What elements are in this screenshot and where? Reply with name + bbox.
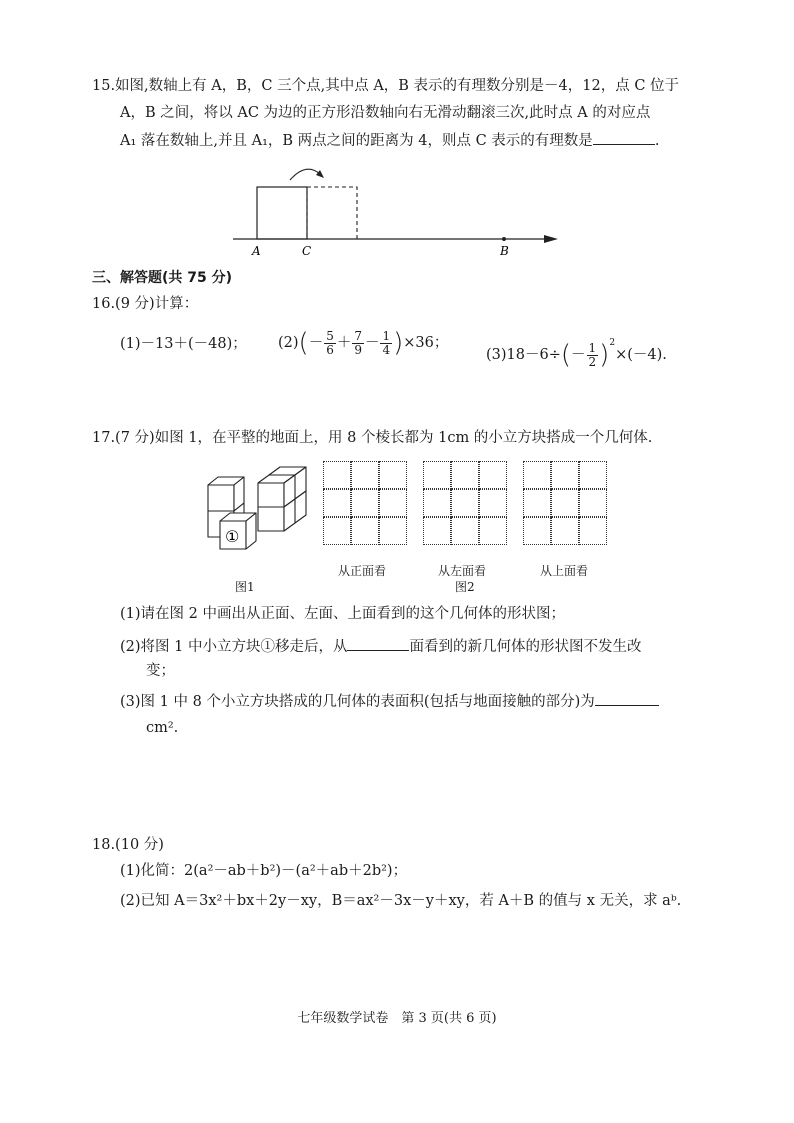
q17-p2-cont: 变； — [146, 663, 175, 679]
q18-p2: (2)已知 A＝3x²＋bx＋2y－xy，B＝ax²－3x－y＋xy，若 A＋B 的值与 x 无关，求 aᵇ. — [120, 893, 682, 909]
q18-title: 18.(10 分) — [92, 837, 164, 853]
fraction-1-4: $\frac{1}{4}$ — [382, 328, 391, 357]
q16-p2: (2)(－ $\frac{5}{6}$ ＋ $\frac{7}{9}$ － $\frac{1}{4}$ )×36； — [278, 328, 449, 358]
grid-cell — [479, 461, 507, 489]
fig2-caption: 图2 — [455, 580, 475, 594]
grid-cell — [323, 489, 351, 517]
grid-cell — [379, 489, 407, 517]
exponent: 2 — [609, 338, 616, 348]
q16-p2-suffix: ×36； — [403, 335, 449, 351]
left-caption: 从左面看 — [438, 564, 487, 578]
grid-cell — [451, 489, 479, 517]
q17-p2-b: 面看到的新几何体的形状图不发生改 — [409, 639, 642, 655]
q16-p3-suffix: ×(－4). — [615, 347, 667, 363]
grid-cell — [323, 461, 351, 489]
label-c: C — [302, 244, 312, 258]
q16-p3: (3)18－6÷(－ $\frac{1}{2}$ )$^2$×(－4). — [486, 338, 667, 370]
square-ac — [257, 187, 307, 239]
fig1-caption: 图1 — [235, 580, 255, 594]
label-a: A — [252, 244, 261, 258]
top-caption: 从上面看 — [540, 564, 589, 578]
roll-arrow — [290, 169, 320, 180]
grid-cell — [523, 489, 551, 517]
q16-p1: (1)－13＋(－48)； — [120, 336, 247, 352]
q15-line3 — [120, 130, 659, 151]
grid-cell — [351, 489, 379, 517]
q16-p3-prefix: (3)18－6÷ — [486, 347, 561, 363]
q17-p1: (1)请在图 2 中画出从正面、左面、上面看到的这个几何体的形状图； — [120, 606, 565, 622]
fraction-5-6: $\frac{5}{6}$ — [326, 328, 334, 357]
grid-front-view — [323, 461, 407, 545]
axis-arrow-icon — [544, 235, 558, 243]
roll-arrow-head-icon — [316, 170, 324, 178]
grid-cell — [323, 517, 351, 545]
q17-p3-blank — [595, 691, 659, 706]
fraction-7-9: $\frac{7}{9}$ — [354, 328, 362, 357]
q16-p2-prefix: (2) — [278, 335, 299, 351]
grid-top-view — [523, 461, 607, 545]
grid-cell — [423, 461, 451, 489]
q17-p3 — [120, 691, 659, 712]
q16-title: 16.(9 分)计算： — [92, 296, 199, 312]
grid-cell — [479, 489, 507, 517]
q15-line2: A，B 之间，将以 AC 为边的正方形沿数轴向右无滑动翻滚三次,此时点 A 的对应点 — [120, 105, 651, 121]
grid-cell — [523, 461, 551, 489]
grid-cell — [579, 489, 607, 517]
q17-p2-blank — [347, 636, 409, 651]
grid-cell — [551, 489, 579, 517]
q15-line3-text: A₁ 落在数轴上,并且 A₁，B 两点之间的距离为 4，则点 C 表示的有理数是 — [120, 133, 593, 149]
section3-title: 三、解答题(共 75 分) — [92, 270, 233, 286]
grid-cell — [579, 461, 607, 489]
grid-cell — [451, 517, 479, 545]
grid-cell — [379, 461, 407, 489]
cube-figure-1 — [200, 455, 322, 555]
grid-cell — [579, 517, 607, 545]
grid-cell — [379, 517, 407, 545]
grid-cell — [551, 517, 579, 545]
q17-p3-cont: cm². — [146, 720, 179, 736]
grid-cell — [351, 461, 379, 489]
grid-cell — [451, 461, 479, 489]
grid-cell — [551, 461, 579, 489]
paren-close: ) — [393, 328, 404, 358]
front-caption: 从正面看 — [338, 564, 387, 578]
grid-cell — [351, 517, 379, 545]
grid-cell — [523, 517, 551, 545]
q15-line3-end: . — [654, 133, 660, 149]
cube-mark: ① — [225, 527, 240, 546]
q17-p3-a: (3)图 1 中 8 个小立方块搭成的几何体的表面积(包括与地面接触的部分)为 — [120, 694, 595, 710]
q17-title: 17.(7 分)如图 1，在平整的地面上，用 8 个棱长都为 1cm 的小立方块搭成一个几何体. — [92, 430, 653, 446]
q17-p2-a: (2)将图 1 中小立方块①移走后，从 — [120, 639, 348, 655]
grid-cell — [423, 489, 451, 517]
grid-left-view — [423, 461, 507, 545]
grid-cell — [479, 517, 507, 545]
point-b-dot — [502, 237, 506, 241]
q15-line1: 15.如图,数轴上有 A，B，C 三个点,其中点 A，B 表示的有理数分别是－4，12，点 C 位于 — [92, 78, 680, 94]
q18-p1: (1)化简：2(a²－ab＋b²)－(a²＋ab＋2b²)； — [120, 863, 408, 879]
paren-close: ) — [599, 340, 610, 370]
label-b: B — [500, 244, 509, 258]
fraction-1-2: $\frac{1}{2}$ — [588, 340, 597, 369]
number-line-figure — [228, 160, 568, 260]
q17-p2 — [120, 636, 641, 657]
paren-open: ( — [298, 328, 309, 358]
paren-open: ( — [560, 340, 572, 370]
grid-cell — [423, 517, 451, 545]
page-footer: 七年级数学试卷 第 3 页(共 6 页) — [297, 1011, 497, 1026]
square-rolled-dashed — [307, 187, 357, 239]
q15-answer-blank — [593, 130, 655, 145]
